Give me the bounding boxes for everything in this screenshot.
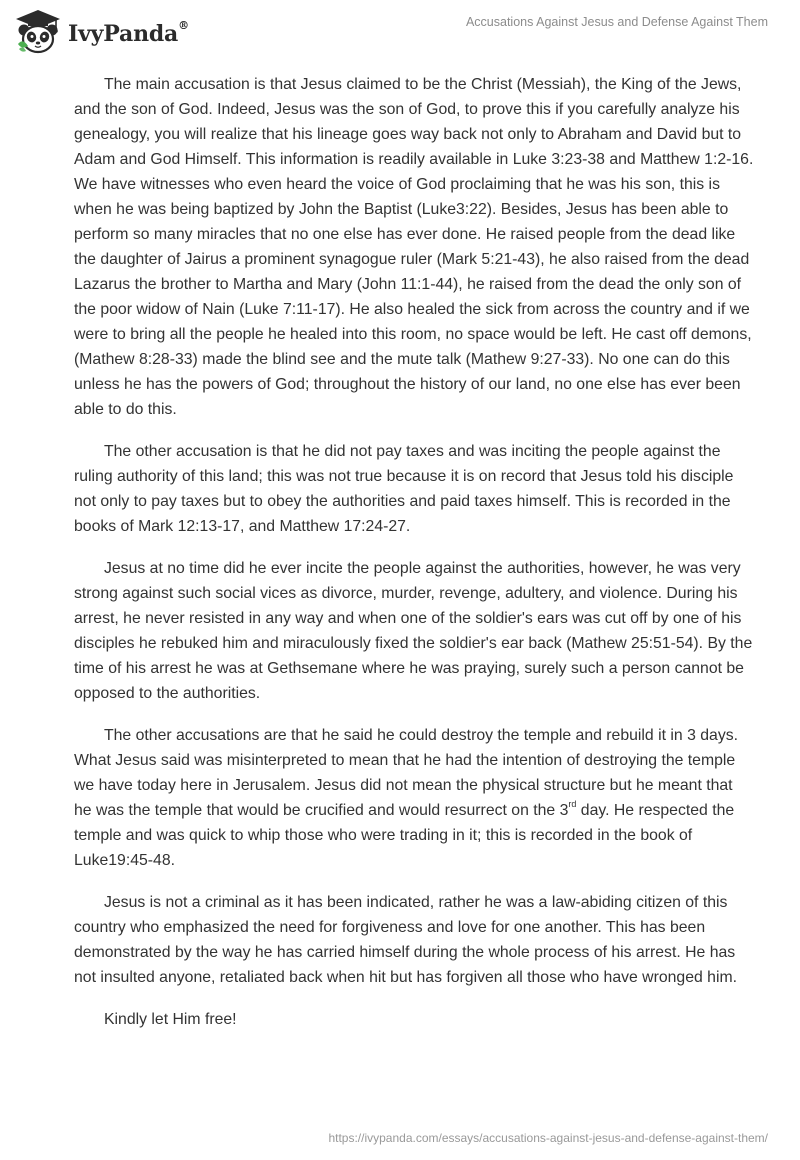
paragraph-2: The other accusation is that he did not pay taxes and was inciting the people against the ruling authority of this land; this was not true because it is on record that Jesus told his disciple not only to pay taxes but to obey the authorities and paid taxes himself. This is recorded in the books of Mark 12:13-17, and Matthew 17:24-27. [74, 443, 734, 535]
paragraph-4-text-after: day. He respected the temple and was quick to whip those who were trading in it; this is recorded in the book of Luke19:45-48. [74, 802, 735, 869]
paragraph-6: Kindly let Him free! [104, 1011, 237, 1028]
paragraph-5: Jesus is not a criminal as it has been indicated, rather he was a law-abiding citizen of this country who emphasized the need for forgiveness and love for one another. This has been demonstrated by the way he has carried himself during the whole process of his arrest. He has not insulted anyone, retaliated back when hit but has forgiven all those who have wronged him. [74, 894, 738, 986]
registered-mark: ® [178, 18, 189, 32]
essay-body [74, 72, 754, 1049]
page-header [0, 0, 800, 64]
paragraph-4 [74, 723, 754, 873]
paragraph-3: Jesus at no time did he ever incite the people against the authorities, however, he was very strong against such social vices as divorce, murder, revenge, adultery, and violence. During his arrest, he never resisted in any way and when one of the soldier's ears was cut off by one of his disciples he rebuked him and miraculously fixed the soldier's ear back (Mathew 25:51-54). By the time of his arrest he was at Gethsemane where he was praying, surely such a person cannot be opposed to the authorities. [74, 560, 753, 702]
document-title: Accusations Against Jesus and Defense Against Them [465, 15, 768, 29]
paragraph-1: The main accusation is that Jesus claimed to be the Christ (Messiah), the King of the Jews, and the son of God. Indeed, Jesus was the son of God, to prove this if you carefully analyze his genealogy, you will realize that his lineage goes way back not only to Abraham and David but to Adam and God Himself. This information is readily available in Luke 3:23-38 and Matthew 1:2-16. We have witnesses who even heard the voice of God proclaiming that he was his son, this is when he was being baptized by John the Baptist (Luke3:22). Besides, Jesus has been able to perform so many miracles that no one else has ever done. He raised people from the dead like the daughter of Jairus a prominent synagogue ruler (Mark 5:21-43), he also raised from the dead Lazarus the brother to Martha and Mary (John 11:1-44), he raised from the dead the only son of the poor widow of Nain (Luke 7:11-17). He also healed the sick from across the country and if we were to bring all the people he healed into this room, no space would be left. He cast off demons,(Mathew 8:28-33) made the blind see and the mute talk (Mathew 9:27-33). No one can do this unless he has the powers of God; throughout the history of our land, no one else has ever been able to do this. [74, 76, 754, 418]
ivypanda-logo[interactable] [14, 8, 189, 56]
source-url[interactable]: https://ivypanda.com/essays/accusations-against-jesus-and-defense-against-them/ [328, 1131, 768, 1145]
paragraph-4-text-before: The other accusations are that he said he could destroy the temple and rebuild it in 3 days. What Jesus said was misinterpreted to mean that he had the intention of destroying the temple we have today here in Jerusalem. Jesus did not mean the physical structure but he meant that he was the temple that would be crucified and would resurrect on the 3 [74, 727, 739, 819]
brand-name: IvyPanda® [68, 18, 189, 47]
panda-graduate-icon [14, 8, 62, 56]
ordinal-superscript: rd [568, 798, 577, 809]
